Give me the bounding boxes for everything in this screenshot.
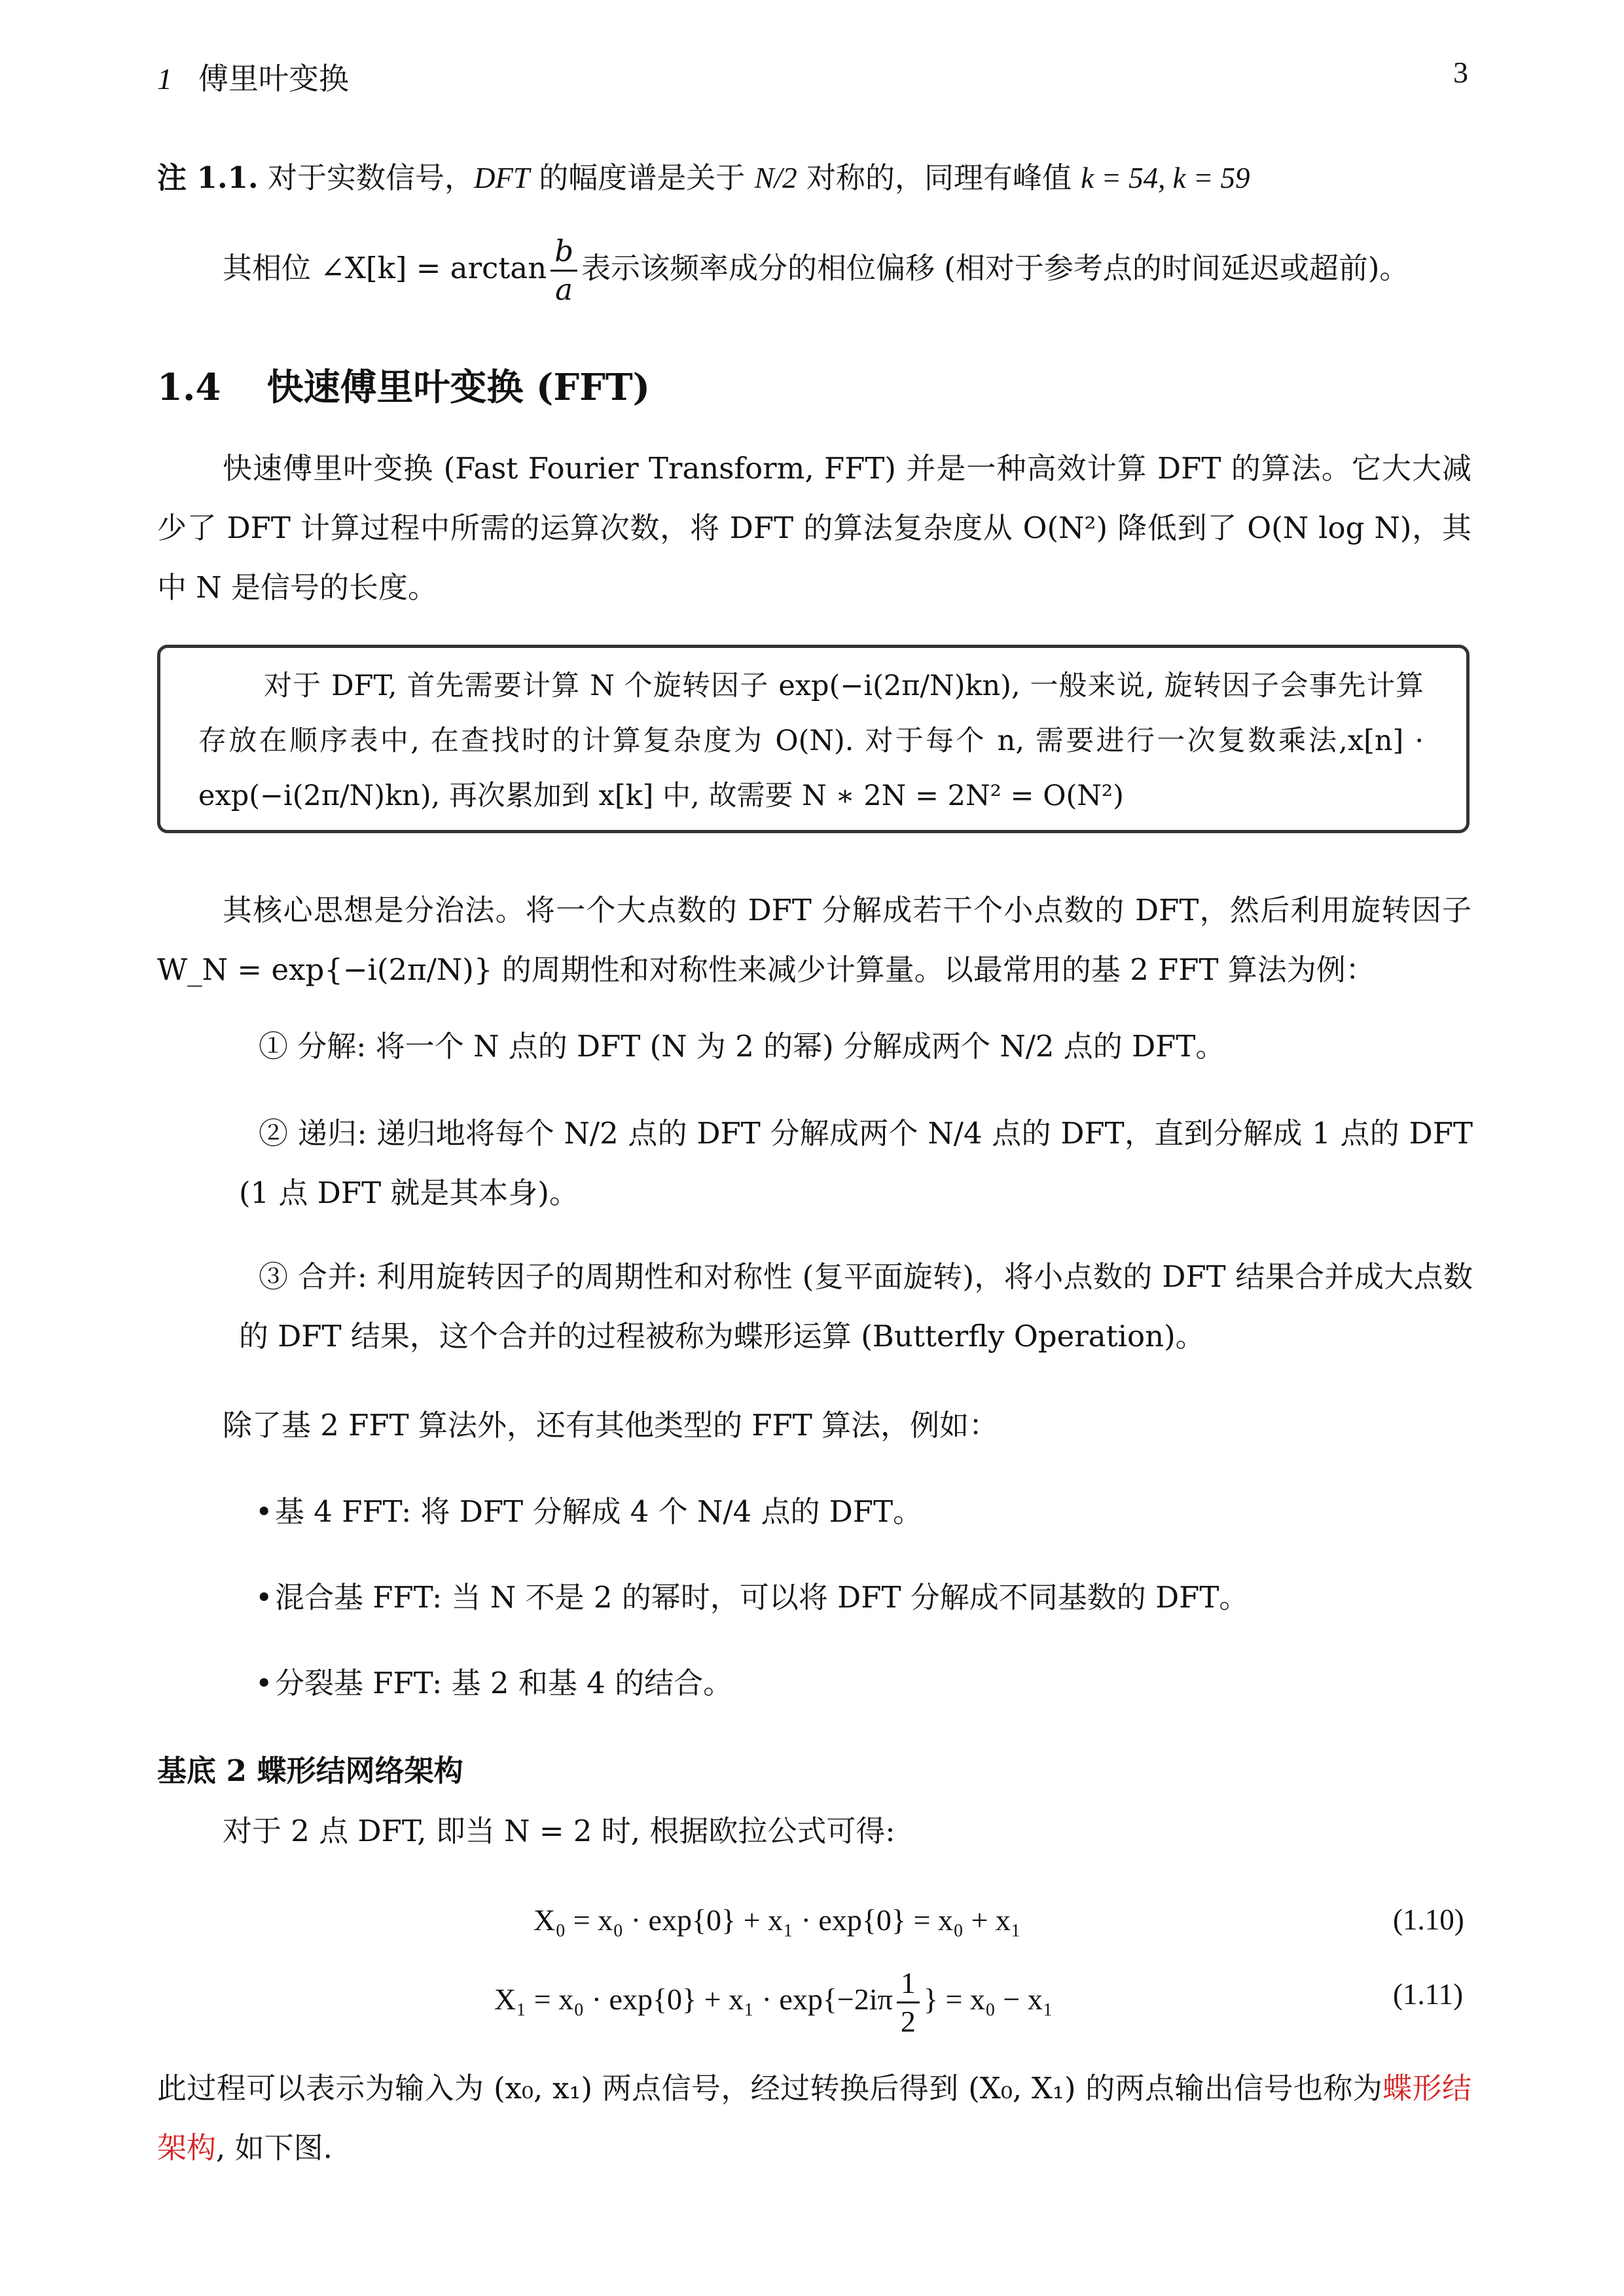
note-text-c: 对称的，同理有峰值 [806,160,1072,195]
chapter-title: 傅里叶变换 [198,61,349,96]
fraction-numerator: 1 [897,1965,920,2003]
chapter-number: 1 [157,62,172,96]
equation-part-b: } = x₀ − x₁ [923,1982,1053,2017]
equation-number: (1.11) [1393,1978,1464,2011]
section-heading [157,359,650,411]
subsection-heading: 基底 2 蝶形结网络架构 [157,1753,463,1788]
butterfly-paragraph [157,2058,1471,2178]
equation-1-11 [494,1965,1053,2040]
butterfly-text-b: , 如下图. [216,2130,333,2165]
list-item [255,1653,733,1713]
note-1-1 [157,148,1479,208]
list-item-text: 基 4 FFT: 将 DFT 分解成 4 个 N/4 点的 DFT。 [275,1494,923,1529]
fraction-denominator: a [555,272,573,307]
equation-number: (1.10) [1393,1903,1464,1936]
section-title: 快速傅里叶变换 (FFT) [266,366,651,409]
equation-part-a: X₁ = x₀ · exp{0} + x₁ · exp{−2iπ [494,1982,893,2017]
fft-intro-paragraph: 快速傅里叶变换 (Fast Fourier Transform, FFT) 并是一种高效计算 DFT 的算法。它大大减少了 DFT 计算过程中所需的运算次数，将 DFT 的算法复杂度从 O(N²) 降低到了 O(N log N)，其中 N 是信号的长度。 [157,451,1471,605]
section-number: 1.4 [157,366,221,409]
fraction-denominator: 2 [900,2005,916,2038]
phase-text-b: 表示该频率成分的相位偏移 (相对于参考点的时间延迟或超前)。 [581,251,1409,285]
bullet-icon: • [255,1666,273,1700]
note-n-half: N/2 [754,162,797,194]
list-item-text: 混合基 FFT: 当 N 不是 2 的幂时，可以将 DFT 分解成不同基数的 DFT。 [275,1580,1249,1615]
phase-line [223,233,1409,308]
list-item-text: 分裂基 FFT: 基 2 和基 4 的结合。 [275,1666,733,1700]
note-dft: DFT [473,162,530,194]
fraction-numerator: b [550,233,577,272]
note-text-b: 的幅度谱是关于 [539,160,746,195]
note-text-a: 对于实数信号， [267,160,474,195]
step-merge: ③ 合并: 利用旋转因子的周期性和对称性 (复平面旋转)，将小点数的 DFT 结果合并成大点数的 DFT 结果，这个合并的过程被称为蝶形运算 (Butterfly Operation)。 [239,1259,1473,1354]
list-item [255,1568,1249,1627]
equation-1-10: X₀ = x₀ · exp{0} + x₁ · exp{0} = x₀ + x₁ [533,1903,1021,1937]
page-number: 3 [1453,56,1468,89]
butterfly-link[interactable]: 蝶形结架构 [157,2071,1471,2165]
butterfly-text-a: 此过程可以表示为输入为 (x₀, x₁) 两点信号，经过转换后得到 (X₀, X₁) 的两点输出信号也称为 [157,2071,1383,2106]
divide-conquer-paragraph: 其核心思想是分治法。将一个大点数的 DFT 分解成若干个小点数的 DFT，然后利用旋转因子 W_N = exp{−i(2π/N)} 的周期性和对称性来减少计算量。以最常用的基 2 FFT 算法为例： [157,893,1471,987]
two-point-dft-paragraph: 对于 2 点 DFT, 即当 N = 2 时, 根据欧拉公式可得: [223,1814,895,1848]
equation-fraction [897,1965,920,2040]
phase-fraction [550,233,577,308]
running-header [157,55,349,98]
bullet-icon: • [255,1494,273,1529]
phase-text-a: 其相位 ∠X[k] = arctan [223,251,547,285]
step-recurse: ② 递归: 递归地将每个 N/2 点的 DFT 分解成两个 N/4 点的 DFT，直到分解成 1 点的 DFT (1 点 DFT 就是其本身)。 [239,1116,1473,1210]
other-fft-paragraph: 除了基 2 FFT 算法外，还有其他类型的 FFT 算法，例如： [223,1408,999,1443]
bullet-icon: • [255,1580,273,1615]
list-item [255,1482,923,1541]
note-label: 注 1.1. [157,160,259,195]
step-decompose: ① 分解: 将一个 N 点的 DFT (N 为 2 的幂) 分解成两个 N/2 点的 DFT。 [259,1029,1225,1064]
complexity-box: 对于 DFT, 首先需要计算 N 个旋转因子 exp(−i(2π/N)kn), 一般来说, 旋转因子会事先计算存放在顺序表中, 在查找时的计算复杂度为 O(N). 对于每个 n, 需要进行一次复数乘法,x[n] · exp(−i(2π/N)kn), 再次累加到 x[k] 中, 故需要 N ∗ 2N = 2N² = O(N²) [157,645,1470,833]
note-peaks: k = 54, k = 59 [1081,162,1250,194]
